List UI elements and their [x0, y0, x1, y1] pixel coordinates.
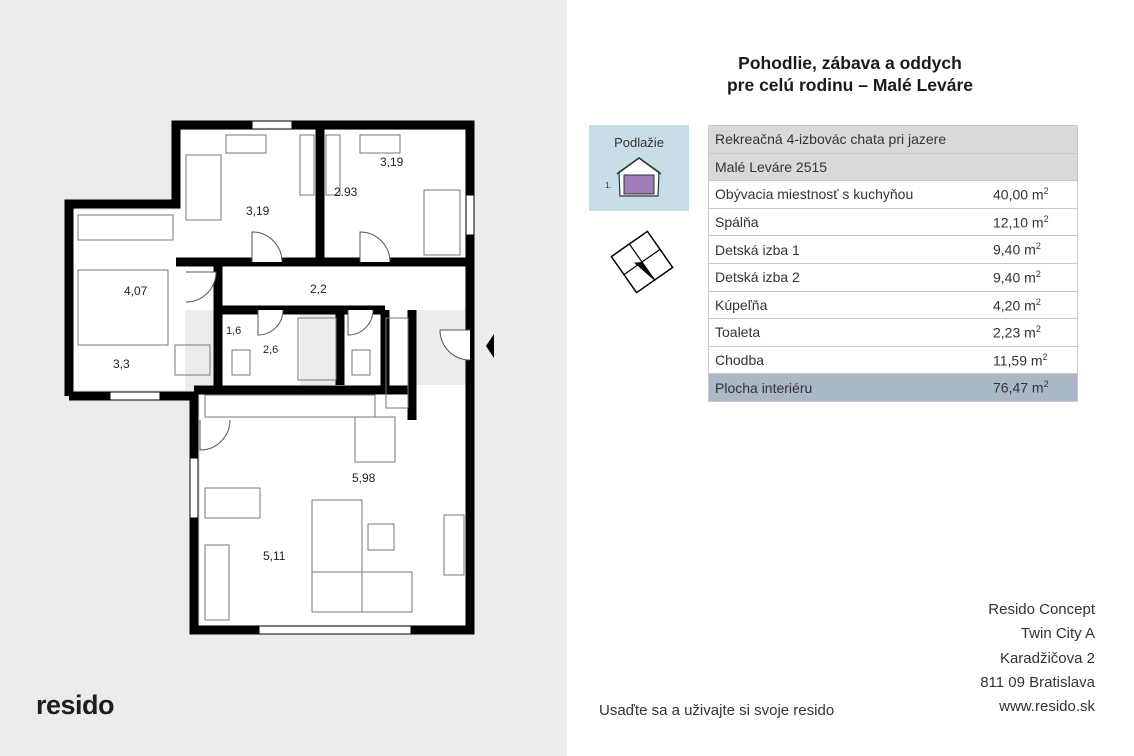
plan-label-bath: 2,6 — [263, 344, 279, 356]
table-row — [709, 319, 1078, 347]
room-area: 12,10 $m^2$ — [989, 208, 1078, 236]
table-row — [709, 291, 1078, 319]
room-area: 2,23 $m^2$ — [989, 319, 1078, 347]
table-row — [709, 263, 1078, 291]
address-line: 811 09 Bratislava — [980, 673, 1095, 691]
total-name: Plocha interiéru — [709, 374, 990, 402]
address-line: Resido Concept — [988, 601, 1095, 618]
room-area: 9,40 $m^2$ — [989, 263, 1078, 291]
plan-label-bed2-side: 2.93 — [334, 185, 358, 199]
floor-indicator-card — [589, 125, 689, 211]
room-area: 40,00 $m^2$ — [989, 181, 1078, 209]
tagline: Usaďte sa a uživajte si svoje resido — [599, 702, 835, 719]
address-line: Twin City A — [1020, 625, 1095, 643]
table-row — [709, 181, 1078, 209]
company-address — [980, 598, 1095, 719]
table-row — [709, 346, 1078, 374]
room-areas-table — [708, 125, 1078, 402]
total-area: 76,47 $m^2$ — [989, 374, 1078, 402]
room-name: Obývacia miestnosť s kuchyňou — [709, 181, 990, 209]
page-heading — [640, 52, 1060, 96]
floor-house-icon — [589, 125, 689, 211]
plan-label-master: 4,07 — [124, 284, 148, 298]
website-link[interactable]: www.resido.sk — [999, 698, 1095, 716]
plan-label-master-bottom: 3,3 — [113, 357, 130, 371]
plan-label-living-left: 5,11 — [263, 549, 286, 563]
room-name: Toaleta — [709, 319, 990, 347]
plan-label-hall: 2,2 — [310, 282, 327, 296]
heading-line-2: pre celú rodinu – Malé Leváre — [726, 75, 974, 95]
floor-number: 1. — [605, 181, 612, 190]
room-name: Spálňa — [709, 208, 990, 236]
table-total-row — [709, 374, 1078, 402]
room-area: 11,59 $m^2$ — [989, 346, 1078, 374]
table-title-row — [709, 126, 1078, 154]
table-subtitle-row — [709, 153, 1078, 181]
room-name: Chodba — [709, 346, 990, 374]
plan-label-living-top: 5,98 — [352, 471, 376, 485]
address-line: Karadžičova 2 — [999, 649, 1095, 667]
table-title: Rekreačná 4-izbovác chata pri jazere — [709, 126, 1078, 154]
plan-label-bed1: 3,19 — [246, 204, 270, 218]
room-area: 4,20 $m^2$ — [989, 291, 1078, 319]
table-subtitle: Malé Leváre 2515 — [709, 153, 1078, 181]
resido-logo: resido — [36, 690, 115, 720]
room-area: 9,40 $m^2$ — [989, 236, 1078, 264]
room-name: Detská izba 1 — [709, 236, 990, 264]
room-name: Detská izba 2 — [709, 263, 990, 291]
plan-label-bed1-top: 3,19 — [380, 155, 404, 169]
north-arrow-icon — [606, 228, 682, 300]
room-name: Kúpeľňa — [709, 291, 990, 319]
plan-label-wc: 1,6 — [226, 325, 242, 337]
heading-line-1: Pohodlie, zábava a oddych — [738, 53, 962, 73]
table-row — [709, 208, 1078, 236]
table-row — [709, 236, 1078, 264]
floor-label: Podlažie — [614, 135, 664, 150]
